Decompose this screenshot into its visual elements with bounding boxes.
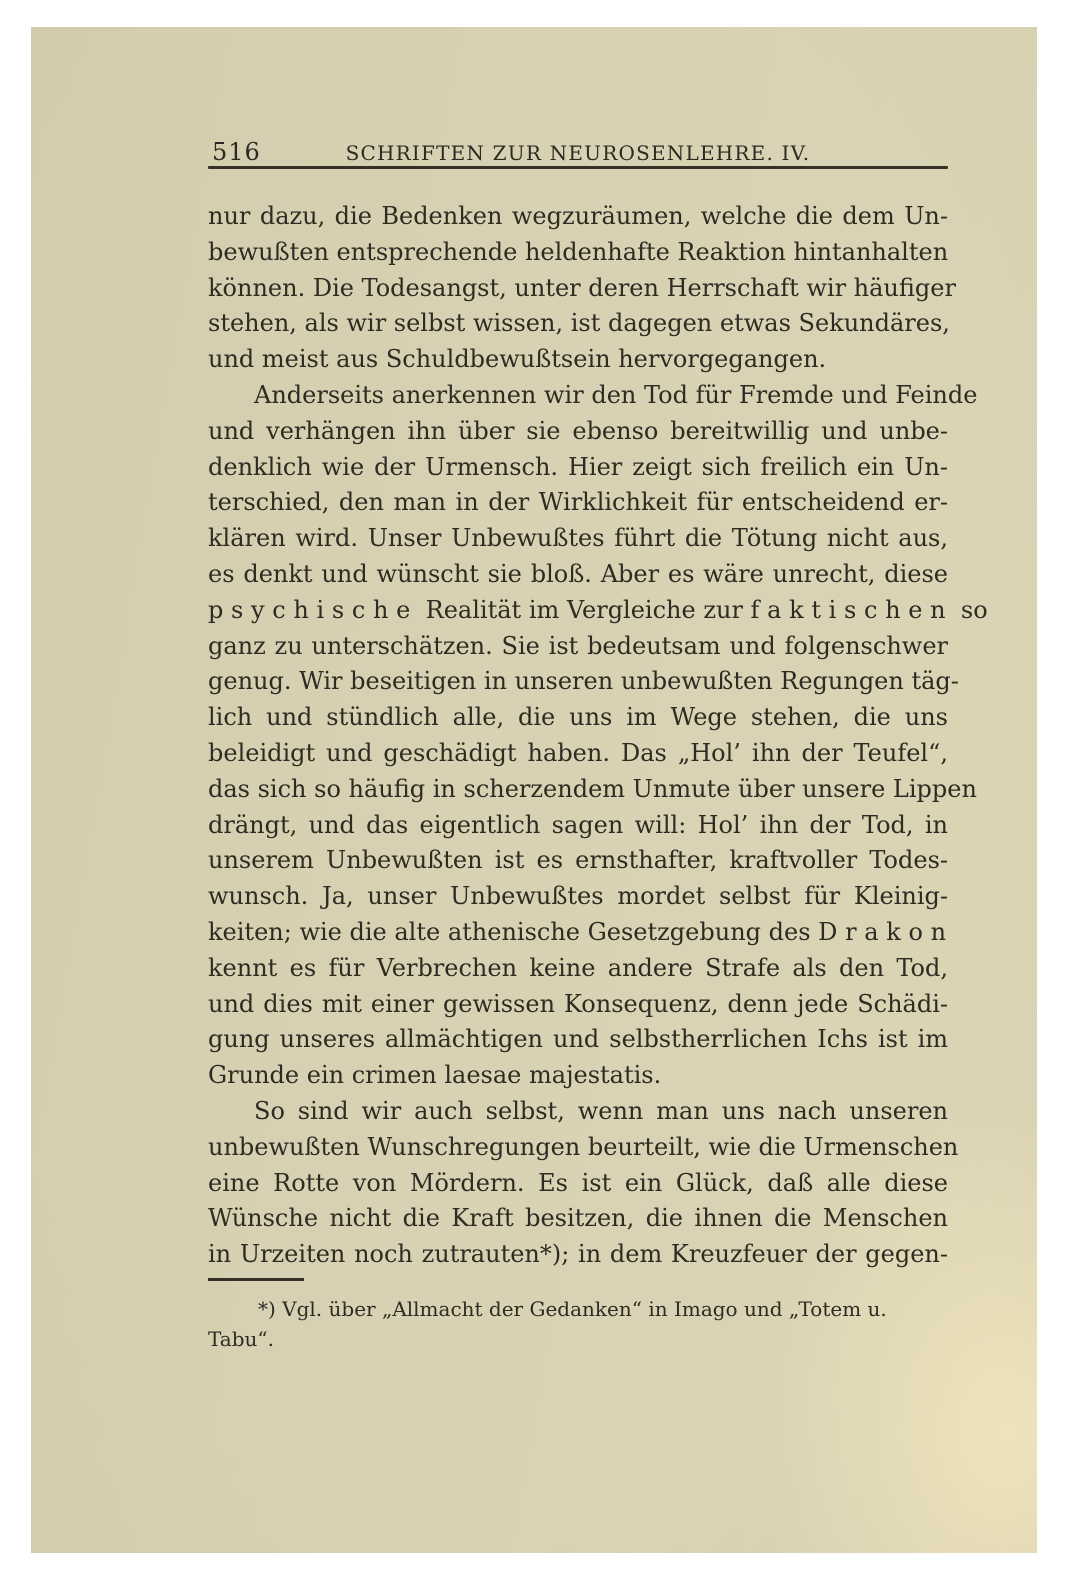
text-line: beleidigt und geschädigt haben. Das „Hol’ ihn der Teufel“, bbox=[208, 738, 948, 767]
text-line: kennt es für Verbrechen keine andere Strafe als den Tod, bbox=[208, 953, 948, 982]
running-header-title: SCHRIFTEN ZUR NEUROSENLEHRE. IV. bbox=[345, 141, 811, 165]
running-header bbox=[208, 138, 948, 166]
body-text bbox=[208, 199, 988, 1273]
text-line: Wünsche nicht die Kraft besitzen, die ihnen die Menschen bbox=[208, 1204, 948, 1233]
text-line: terschied, den man in der Wirklichkeit für entscheidend er- bbox=[208, 488, 948, 517]
text-line: das sich so häufig in scherzendem Unmute über unsere Lippen bbox=[208, 774, 977, 803]
text-line: Grunde ein crimen laesae majestatis. bbox=[208, 1061, 662, 1090]
text-line: genug. Wir beseitigen in unseren unbewußten Regungen täg- bbox=[208, 667, 959, 696]
text-column bbox=[208, 27, 988, 1553]
text-line: und dies mit einer gewissen Konsequenz, denn jede Schädi- bbox=[208, 989, 948, 1018]
text-line: psychische Realität im Vergleiche zur faktischen so bbox=[208, 595, 988, 624]
text-line: es denkt und wünscht sie bloß. Aber es wäre unrecht, diese bbox=[208, 559, 948, 588]
text-line: gung unseres allmächtigen und selbstherrlichen Ichs ist im bbox=[208, 1025, 948, 1054]
footnote-text: *) Vgl. über „Allmacht der Gedanken“ in Imago und „Totem u. Tabu“. bbox=[208, 1297, 887, 1351]
text-line: unbewußten Wunschregungen beurteilt, wie die Urmenschen bbox=[208, 1132, 959, 1161]
text-line: nur dazu, die Bedenken wegzuräumen, welche die dem Un- bbox=[208, 202, 948, 230]
text-line: So sind wir auch selbst, wenn man uns nach unseren bbox=[254, 1096, 948, 1125]
text-line: klären wird. Unser Unbewußtes führt die Tötung nicht aus, bbox=[208, 524, 948, 553]
text-line: lich und stündlich alle, die uns im Wege stehen, die uns bbox=[208, 703, 948, 732]
text-line: drängt, und das eigentlich sagen will: Hol’ ihn der Tod, in bbox=[208, 810, 948, 839]
text-line: ganz zu unterschätzen. Sie ist bedeutsam und folgenschwer bbox=[208, 631, 948, 660]
text-line: stehen, als wir selbst wissen, ist dagegen etwas Sekundäres, bbox=[208, 309, 950, 338]
text-line: können. Die Todesangst, unter deren Herrschaft wir häufiger bbox=[208, 273, 956, 302]
text-line: und meist aus Schuldbewußtsein hervorgegangen. bbox=[208, 345, 827, 374]
text-line: in Urzeiten noch zutrauten*); in dem Kreuzfeuer der gegen- bbox=[208, 1240, 948, 1269]
paper-sheet bbox=[31, 27, 1037, 1553]
text-line: keiten; wie die alte athenische Gesetzgebung des Drakon bbox=[208, 917, 954, 946]
text-line: bewußten entsprechende heldenhafte Reaktion hintanhalten bbox=[208, 237, 949, 266]
text-line: wunsch. Ja, unser Unbewußtes mordet selbst für Kleinig- bbox=[208, 882, 948, 911]
page-number: 516 bbox=[212, 138, 261, 166]
text-line: denklich wie der Urmensch. Hier zeigt sich freilich ein Un- bbox=[208, 452, 948, 481]
text-line: unserem Unbewußten ist es ernsthafter, kraftvoller Todes- bbox=[208, 846, 948, 875]
header-rule bbox=[208, 166, 948, 169]
text-line: eine Rotte von Mördern. Es ist ein Glück, daß alle diese bbox=[208, 1168, 948, 1197]
footnote-separator bbox=[208, 1278, 304, 1281]
text-line: Anderseits anerkennen wir den Tod für Fremde und Feinde bbox=[254, 380, 978, 409]
text-line: und verhängen ihn über sie ebenso bereitwillig und unbe- bbox=[208, 416, 948, 445]
